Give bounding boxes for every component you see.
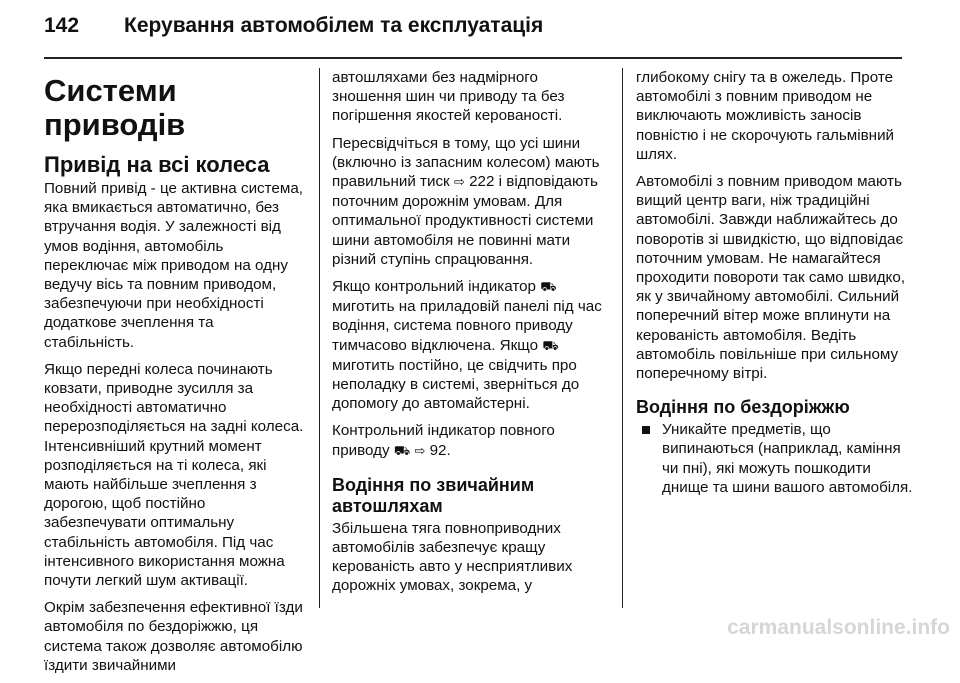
- page-reference-arrow-icon: ⇨: [453, 175, 465, 191]
- awd-heading: Привід на всі колеса: [44, 152, 270, 177]
- section-title: Системи приводів: [44, 73, 186, 142]
- paragraph: автошляхами без надмірного зношення шин чи приводу та без погіршення якостей керованості.: [332, 69, 565, 125]
- page-reference[interactable]: 92.: [429, 441, 451, 459]
- header-rule: [44, 57, 902, 59]
- list-item: Уникайте предметів, що випинаються (наприклад, каміння чи пні), які можуть пошкодити днище та шини вашого автомобіля.: [636, 420, 914, 497]
- paragraph: Пересвідчіться в тому, що усі шини (включно із запасним колесом) мають правильний тиск ⇨ 222 і відповідають поточним дорожнім умовам. Для оптимальної продуктивності системи шини автомобіля не повинні мати різний ступінь спрацювання.: [332, 134, 600, 268]
- page-reference-arrow-icon: ⇨: [414, 443, 426, 459]
- paragraph: глибокому снігу та в ожеледь. Проте автомобілі з повним приводом не виключають можливість заносів повністю і не скорочують гальмівний шлях.: [636, 69, 895, 163]
- column-divider: [319, 68, 320, 608]
- bullet-square-icon: [642, 426, 650, 434]
- column-divider: [622, 68, 623, 608]
- paragraph: Якщо контрольний індикатор ⛟ миготить на приладовій панелі під час водіння, система повного приводу тимчасово відключена. Якщо ⛟ миготить постійно, це свідчить про неполадку в системі, зверніться до допомогу до автомайстерні.: [332, 278, 602, 413]
- column-2: [332, 68, 602, 604]
- page-number: 142: [44, 14, 80, 37]
- watermark: carmanualsonline.info: [727, 616, 950, 639]
- offroad-heading: Водіння по бездоріжжю: [636, 397, 850, 418]
- awd-indicator-icon: ⛟: [393, 443, 411, 459]
- column-3: [636, 68, 914, 497]
- chapter-title: Керування автомобілем та експлуатація: [124, 14, 544, 37]
- paragraph: Збільшена тяга повноприводних автомобілів забезпечує кращу керованість авто у несприятливих дорожніх умовах, зокрема, у: [332, 519, 573, 595]
- paragraph: Контрольний індикатор повного приводу ⛟ ⇨ 92.: [332, 422, 555, 459]
- page-header: [44, 14, 543, 48]
- paragraph: Якщо передні колеса починають ковзати, приводне зусилля за необхідності автоматично перерозподіляється на задні колеса. Інтенсивніший крутний момент розподіляється на ті колеса, які мають найбільше зчеплення з дорогою, щоб постійно забезпечувати оптимальну стабільність автомобіля. Під час інтенсивного використання можна почути легкий шум активації.: [44, 360, 304, 590]
- awd-indicator-icon: ⛟: [540, 280, 557, 296]
- paragraph: Автомобілі з повним приводом мають вищий центр ваги, ніж традиційні автомобілі. Завжди наближайтесь до поворотів зі швидкістю, що відповідає поточним умовам. Не намагайтеся проходити повороти так само швидко, як у звичайному автомобілі. Сильний поперечний вітер може вплинути на керованість автомобіля. Ведіть автомобіль повільніше при сильному поперечному вітрі.: [636, 173, 906, 383]
- normal-roads-heading: Водіння по звичайним автошляхам: [332, 474, 535, 516]
- column-1: [44, 68, 306, 683]
- paragraph: Окрім забезпечення ефективної їзди автомобіля по бездоріжжю, ця система також дозволяє автомобілю їздити звичайними: [44, 599, 303, 674]
- page-reference[interactable]: 222: [469, 173, 495, 191]
- paragraph: Повний привід - це активна система, яка вмикається автоматично, без втручання водія. У залежності від умов водіння, автомобіль переключає між приводом на одну ведучу вісь та повним приводом, забезпечуючи при необхідності додаткове зчеплення та стабільність.: [44, 180, 303, 351]
- awd-indicator-icon: ⛟: [542, 338, 559, 354]
